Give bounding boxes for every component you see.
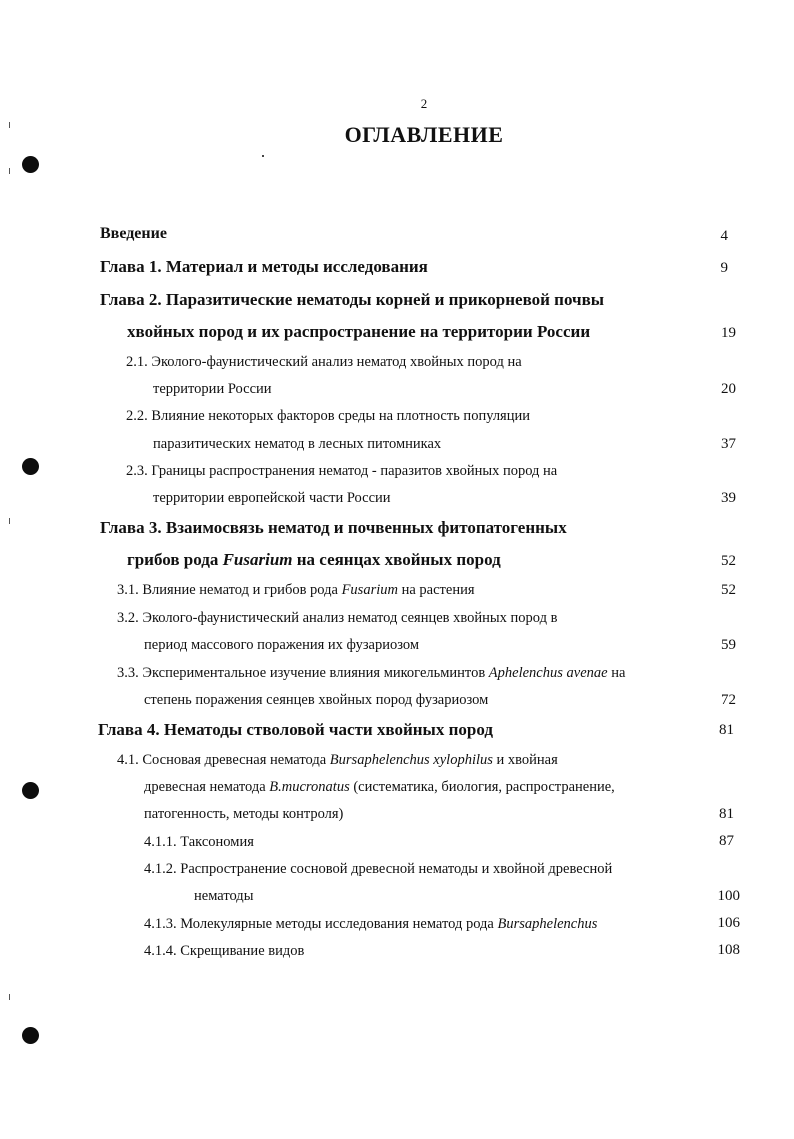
scan-mark	[9, 168, 10, 174]
scan-mark	[9, 994, 10, 1000]
binder-hole	[22, 782, 39, 799]
toc-chapter-3-line1: Глава 3. Взаимосвязь нематод и почвенных фитопатогенных	[100, 518, 567, 537]
toc-intro-page: 4	[720, 228, 728, 244]
toc-section-4-1-3	[144, 916, 597, 933]
toc-section-2-3-line1: 2.3. Границы распространения нематод - паразитов хвойных пород на	[126, 463, 558, 479]
toc-section-3-3-species: Aphelenchus avenae	[488, 665, 608, 681]
toc-section-4-1-b: и хвойная	[492, 752, 558, 768]
toc-section-4-1-2-page: 100	[717, 888, 740, 904]
toc-section-2-1-line1: 2.1. Эколого-фаунистический анализ нематод хвойных пород на	[126, 354, 522, 370]
toc-section-4-1-3-genus: Bursaphelenchus	[497, 916, 598, 932]
toc-section-4-1-line1	[117, 752, 558, 769]
toc-section-4-1-2-line2: нематоды	[194, 888, 254, 904]
toc-chapter-2-line1: Глава 2. Паразитические нематоды корней и прикорневой почвы	[100, 290, 605, 309]
toc-chapter-1-page: 9	[720, 260, 728, 276]
toc-section-3-3-b: на	[607, 665, 626, 681]
toc-section-4-1-page: 81	[719, 806, 734, 822]
scan-mark	[9, 518, 10, 524]
scan-speck	[262, 155, 264, 157]
binder-hole	[22, 156, 39, 173]
toc-section-3-3-page: 72	[721, 692, 736, 708]
toc-section-2-3-page: 39	[721, 490, 736, 506]
toc-section-4-1-a: 4.1. Сосновая древесная нематода	[117, 752, 330, 768]
toc-section-4-1-2-line1: 4.1.2. Распространение сосновой древесной нематоды и хвойной древесной	[144, 861, 613, 877]
toc-section-3-3-line2: степень поражения сеянцев хвойных пород фузариозом	[144, 692, 489, 708]
toc-section-4-1-3-a: 4.1.3. Молекулярные методы исследования нематод рода	[144, 916, 498, 932]
toc-section-3-1-genus: Fusarium	[341, 582, 398, 598]
toc-chapter-4: Глава 4. Нематоды стволовой части хвойных пород	[98, 720, 493, 739]
toc-section-3-2-line1: 3.2. Эколого-фаунистический анализ нематод сеянцев хвойных пород в	[117, 610, 558, 626]
toc-section-3-1-page: 52	[721, 582, 736, 598]
toc-chapter-3-page: 52	[721, 553, 736, 569]
page-number: 2	[420, 96, 428, 111]
binder-hole	[22, 1027, 39, 1044]
toc-chapter-3-genus: Fusarium	[222, 550, 293, 569]
toc-section-2-3-line2: территории европейской части России	[153, 490, 391, 506]
toc-section-4-1-species-2: B.mucronatus	[269, 779, 350, 795]
toc-section-4-1-4-page: 108	[717, 942, 740, 958]
toc-chapter-2-page: 19	[721, 325, 736, 341]
toc-section-4-1-line2-a: древесная нематода	[144, 779, 270, 795]
toc-section-3-2-line2: период массового поражения их фузариозом	[144, 637, 420, 653]
toc-section-2-1-page: 20	[721, 381, 736, 397]
toc-section-4-1-3-page: 106	[717, 915, 740, 931]
toc-chapter-1: Глава 1. Материал и методы исследования	[100, 257, 428, 276]
toc-chapter-2-line2: хвойных пород и их распространение на территории России	[127, 322, 591, 341]
toc-section-3-1	[117, 582, 475, 599]
toc-section-4-1-line2	[144, 779, 615, 796]
toc-section-2-2-line1: 2.2. Влияние некоторых факторов среды на плотность популяции	[126, 408, 531, 424]
toc-section-4-1-species: Bursaphelenchus xylophilus	[329, 752, 493, 768]
toc-section-4-1-4: 4.1.4. Скрещивание видов	[144, 943, 305, 959]
toc-section-3-3-line1	[117, 665, 625, 682]
toc-section-4-1-1-page: 87	[719, 833, 734, 849]
toc-section-4-1-line3: патогенность, методы контроля)	[144, 806, 344, 822]
toc-chapter-3-line2-a: грибов рода	[127, 550, 223, 569]
toc-chapter-3-line2-b: на сеянцах хвойных пород	[292, 550, 501, 569]
toc-chapter-4-page: 81	[719, 722, 734, 738]
toc-section-2-2-line2: паразитических нематод в лесных питомниках	[153, 436, 442, 452]
binder-hole	[22, 458, 39, 475]
toc-section-3-3-a: 3.3. Экспериментальное изучение влияния микогельминтов	[117, 665, 489, 681]
toc-section-3-2-page: 59	[721, 637, 736, 653]
toc-section-2-2-page: 37	[721, 436, 736, 452]
toc-section-4-1-line2-b: (систематика, биология, распространение,	[349, 779, 615, 795]
toc-section-4-1-1: 4.1.1. Таксономия	[144, 834, 254, 850]
toc-chapter-3-line2	[127, 550, 501, 570]
page-title: ОГЛАВЛЕНИЕ	[344, 122, 504, 147]
toc-section-2-1-line2: территории России	[153, 381, 272, 397]
toc-intro: Введение	[100, 225, 167, 242]
toc-section-3-1-b: на растения	[397, 582, 475, 598]
toc-section-3-1-a: 3.1. Влияние нематод и грибов рода	[117, 582, 342, 598]
